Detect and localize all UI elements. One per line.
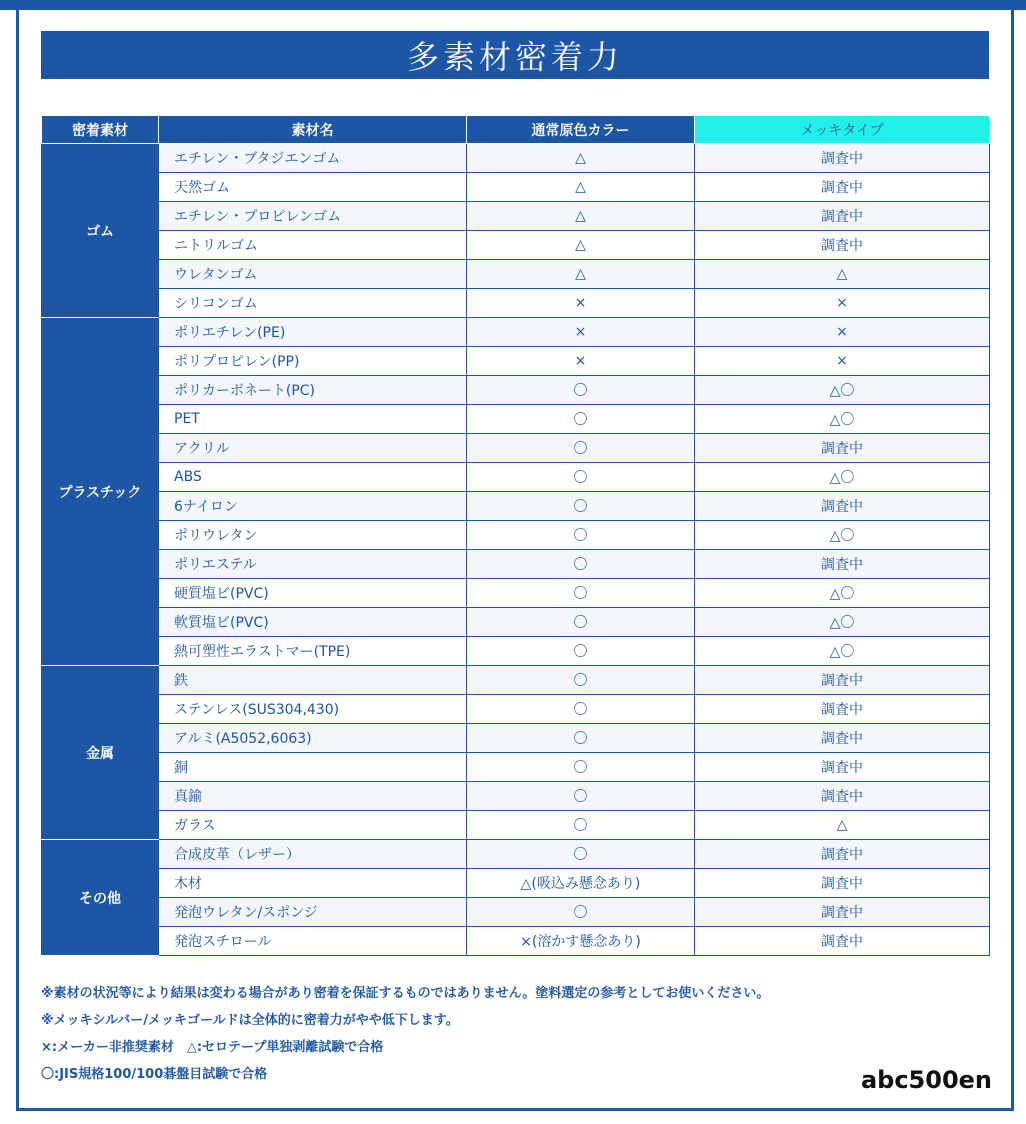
notes: [41, 985, 989, 1093]
table-body: [42, 144, 990, 956]
table-row: [42, 376, 990, 405]
header-material: 素材名: [159, 116, 467, 144]
plating-type-cell: △〇: [695, 463, 990, 492]
plating-type-cell: 調査中: [695, 550, 990, 579]
material-name-cell: ウレタンゴム: [159, 260, 467, 289]
table-row: [42, 463, 990, 492]
plating-type-cell: 調査中: [695, 666, 990, 695]
plating-type-cell: 調査中: [695, 144, 990, 173]
material-name-cell: 発泡スチロール: [159, 927, 467, 956]
material-name-cell: 発泡ウレタン/スポンジ: [159, 898, 467, 927]
plating-type-cell: △〇: [695, 608, 990, 637]
plating-type-cell: 調査中: [695, 840, 990, 869]
note-legend-circle: 〇:JIS規格100/100碁盤目試験で合格: [41, 1067, 268, 1082]
table-row: [42, 405, 990, 434]
standard-color-cell: 〇: [467, 840, 695, 869]
standard-color-cell: 〇: [467, 579, 695, 608]
material-name-cell: 硬質塩ビ(PVC): [159, 579, 467, 608]
table-row: [42, 637, 990, 666]
standard-color-cell: △: [467, 231, 695, 260]
table-row: [42, 724, 990, 753]
standard-color-cell: 〇: [467, 898, 695, 927]
page-title: 多素材密着力: [41, 31, 989, 79]
standard-color-cell: 〇: [467, 376, 695, 405]
plating-type-cell: △〇: [695, 637, 990, 666]
table-row: [42, 521, 990, 550]
table-row: [42, 144, 990, 173]
table-row: [42, 695, 990, 724]
standard-color-cell: △: [467, 144, 695, 173]
header-category: 密着素材: [42, 116, 159, 144]
note-legend-cross-triangle: ×:メーカー非推奨素材 △:セロテープ単独剥離試験で合格: [41, 1040, 384, 1055]
material-name-cell: ニトリルゴム: [159, 231, 467, 260]
material-name-cell: 6ナイロン: [159, 492, 467, 521]
plating-type-cell: 調査中: [695, 492, 990, 521]
material-name-cell: アルミ(A5052,6063): [159, 724, 467, 753]
plating-type-cell: 調査中: [695, 898, 990, 927]
plating-type-cell: ×: [695, 289, 990, 318]
plating-type-cell: 調査中: [695, 753, 990, 782]
standard-color-cell: 〇: [467, 666, 695, 695]
plating-type-cell: △〇: [695, 376, 990, 405]
plating-type-cell: △: [695, 811, 990, 840]
standard-color-cell: 〇: [467, 695, 695, 724]
material-name-cell: ポリエチレン(PE): [159, 318, 467, 347]
plating-type-cell: △〇: [695, 521, 990, 550]
plating-type-cell: 調査中: [695, 173, 990, 202]
adhesion-table: [41, 115, 990, 956]
standard-color-cell: ×: [467, 318, 695, 347]
plating-type-cell: 調査中: [695, 927, 990, 956]
table-row: [42, 173, 990, 202]
table-row: [42, 550, 990, 579]
material-name-cell: 真鍮: [159, 782, 467, 811]
standard-color-cell: 〇: [467, 753, 695, 782]
table-row: [42, 608, 990, 637]
standard-color-cell: △: [467, 260, 695, 289]
material-name-cell: ポリエステル: [159, 550, 467, 579]
table-row: [42, 869, 990, 898]
plating-type-cell: △〇: [695, 405, 990, 434]
standard-color-cell: ×(溶かす懸念あり): [467, 927, 695, 956]
header-standard-color: 通常原色カラー: [467, 116, 695, 144]
table-row: [42, 782, 990, 811]
material-name-cell: ABS: [159, 463, 467, 492]
header-plating-type: メッキタイプ: [695, 116, 990, 144]
plating-type-cell: 調査中: [695, 695, 990, 724]
table-row: [42, 927, 990, 956]
table-row: [42, 666, 990, 695]
material-name-cell: ガラス: [159, 811, 467, 840]
standard-color-cell: 〇: [467, 782, 695, 811]
plating-type-cell: △: [695, 260, 990, 289]
standard-color-cell: △: [467, 173, 695, 202]
table-row: [42, 347, 990, 376]
material-name-cell: 天然ゴム: [159, 173, 467, 202]
product-code: abc500en: [860, 1066, 992, 1094]
material-name-cell: ポリプロピレン(PP): [159, 347, 467, 376]
table-row: [42, 753, 990, 782]
standard-color-cell: ×: [467, 289, 695, 318]
table-row: [42, 434, 990, 463]
plating-type-cell: △〇: [695, 579, 990, 608]
category-cell: ゴム: [42, 144, 159, 318]
plating-type-cell: 調査中: [695, 782, 990, 811]
plating-type-cell: ×: [695, 347, 990, 376]
table-row: [42, 231, 990, 260]
category-cell: 金属: [42, 666, 159, 840]
material-name-cell: アクリル: [159, 434, 467, 463]
material-name-cell: 合成皮革（レザー）: [159, 840, 467, 869]
material-name-cell: エチレン・プロピレンゴム: [159, 202, 467, 231]
standard-color-cell: 〇: [467, 492, 695, 521]
plating-type-cell: ×: [695, 318, 990, 347]
note-plating: ※メッキシルバー/メッキゴールドは全体的に密着力がやや低下します。: [41, 1013, 459, 1028]
standard-color-cell: 〇: [467, 637, 695, 666]
standard-color-cell: 〇: [467, 724, 695, 753]
standard-color-cell: 〇: [467, 405, 695, 434]
material-name-cell: 銅: [159, 753, 467, 782]
material-name-cell: 鉄: [159, 666, 467, 695]
table-row: [42, 898, 990, 927]
material-name-cell: 木材: [159, 869, 467, 898]
material-name-cell: シリコンゴム: [159, 289, 467, 318]
standard-color-cell: 〇: [467, 608, 695, 637]
standard-color-cell: 〇: [467, 550, 695, 579]
material-name-cell: ポリウレタン: [159, 521, 467, 550]
table-row: [42, 318, 990, 347]
category-cell: その他: [42, 840, 159, 956]
plating-type-cell: 調査中: [695, 724, 990, 753]
plating-type-cell: 調査中: [695, 434, 990, 463]
table-row: [42, 811, 990, 840]
table-row: [42, 579, 990, 608]
standard-color-cell: △(吸込み懸念あり): [467, 869, 695, 898]
standard-color-cell: 〇: [467, 434, 695, 463]
table-row: [42, 289, 990, 318]
plating-type-cell: 調査中: [695, 202, 990, 231]
standard-color-cell: 〇: [467, 811, 695, 840]
material-name-cell: PET: [159, 405, 467, 434]
material-name-cell: 熱可塑性エラストマー(TPE): [159, 637, 467, 666]
standard-color-cell: 〇: [467, 521, 695, 550]
note-disclaimer: ※素材の状況等により結果は変わる場合があり密着を保証するものではありません。塗料選定の参考としてお使いください。: [41, 986, 770, 1001]
table-row: [42, 492, 990, 521]
category-cell: プラスチック: [42, 318, 159, 666]
material-name-cell: ステンレス(SUS304,430): [159, 695, 467, 724]
material-name-cell: エチレン・ブタジエンゴム: [159, 144, 467, 173]
material-name-cell: ポリカーボネート(PC): [159, 376, 467, 405]
table-row: [42, 202, 990, 231]
table-header-row: [42, 116, 990, 144]
table-row: [42, 260, 990, 289]
standard-color-cell: ×: [467, 347, 695, 376]
table-row: [42, 840, 990, 869]
standard-color-cell: 〇: [467, 463, 695, 492]
plating-type-cell: 調査中: [695, 869, 990, 898]
standard-color-cell: △: [467, 202, 695, 231]
material-name-cell: 軟質塩ビ(PVC): [159, 608, 467, 637]
plating-type-cell: 調査中: [695, 231, 990, 260]
